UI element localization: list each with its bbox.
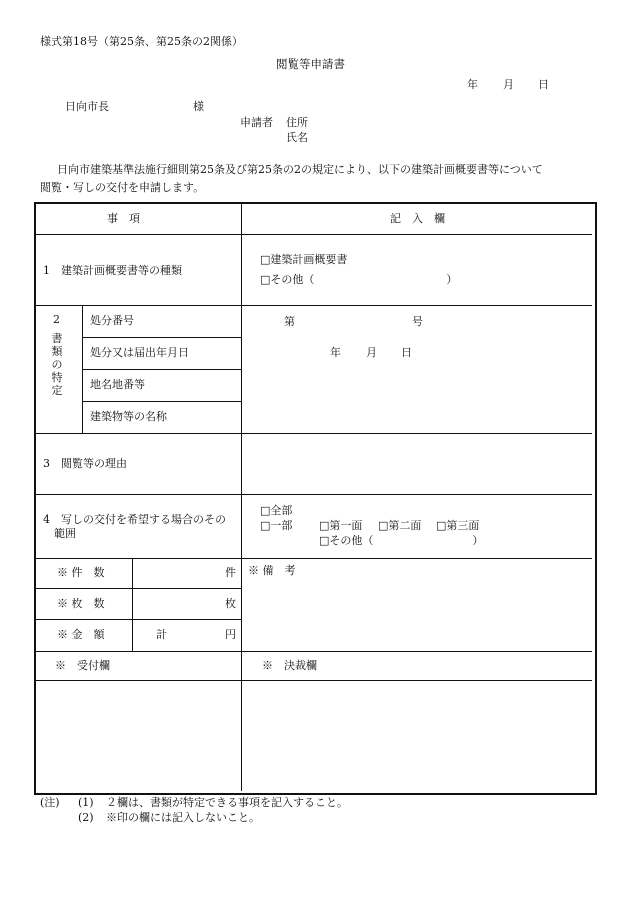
table-line-count (35, 588, 241, 589)
table-line-stamp-header (35, 680, 592, 681)
form-title: 閲覧等申請書 (276, 57, 345, 71)
table-row2-subdivider (82, 305, 83, 433)
table-line-header (35, 234, 592, 235)
applicant-label: 申請者 (240, 116, 273, 129)
table-column-divider-bottom (241, 651, 242, 791)
table-column-divider-top (241, 203, 242, 558)
row2-sub-building-name: 建築物等の名称 (90, 410, 167, 423)
row1-label: 1 建築計画概要書等の種類 (43, 264, 182, 277)
reception-label: ※ 受付欄 (55, 659, 110, 672)
table-line-sub2 (82, 369, 241, 370)
intro-line-2: 閲覧・写しの交付を申請します。 (40, 181, 205, 194)
row2-entry-dai: 第 (284, 315, 295, 328)
table-line-sub3 (82, 401, 241, 402)
form-number: 様式第18号（第25条、第25条の2関係） (40, 35, 243, 48)
addressee-name: 日向市長 (65, 100, 109, 113)
row2-sub-disposition-date: 処分又は届出年月日 (90, 346, 189, 359)
row2-vertical-label: 書類の特定 (51, 332, 63, 397)
date-year-label: 年 (467, 78, 478, 91)
date-month-label: 月 (503, 78, 514, 91)
applicant-name-label: 氏名 (286, 131, 308, 144)
date-day-label: 日 (538, 78, 549, 91)
note1-number: (1) (78, 796, 94, 809)
table-line-sub1 (82, 337, 241, 338)
row2-entry-go: 号 (412, 315, 423, 328)
table-line-row4 (35, 558, 592, 559)
row4-option-other-checkbox[interactable]: □その他（ ） (319, 534, 484, 547)
row2-date-year: 年 (330, 346, 341, 359)
table-line-row2 (35, 433, 592, 434)
row3-label: 3 閲覧等の理由 (43, 457, 127, 470)
row2-sub-disposition-number: 処分番号 (90, 314, 134, 327)
sheets-unit: 枚 (225, 597, 236, 610)
row1-option-other-checkbox[interactable]: □その他（ ） (260, 273, 458, 286)
table-line-amount (35, 651, 592, 652)
row4-option-page1-checkbox[interactable]: □第一面 (319, 519, 363, 532)
applicant-address-label: 住所 (286, 116, 308, 129)
row4-label-line2: 範囲 (54, 527, 76, 540)
header-item-cell: 事 項 (107, 212, 140, 225)
row2-number: 2 (53, 313, 60, 326)
row4-option-part-checkbox[interactable]: □一部 (260, 519, 293, 532)
notes-prefix: (注) (40, 796, 60, 809)
row1-option-summary-checkbox[interactable]: □建築計画概要書 (260, 253, 348, 266)
row4-label-line1: 4 写しの交付を希望する場合のその (43, 513, 226, 526)
sheets-label: ※ 枚 数 (57, 597, 105, 610)
row4-option-all-checkbox[interactable]: □全部 (260, 504, 293, 517)
amount-total-label: 計 (156, 628, 167, 641)
header-entry-cell: 記 入 欄 (390, 212, 445, 225)
count-label: ※ 件 数 (57, 566, 105, 579)
row2-date-month: 月 (366, 346, 377, 359)
table-outer-border (34, 202, 597, 795)
table-line-row3 (35, 494, 592, 495)
row4-option-page2-checkbox[interactable]: □第二面 (378, 519, 422, 532)
table-fee-subdivider (132, 558, 133, 651)
count-unit: 件 (225, 566, 236, 579)
row2-date-day: 日 (401, 346, 412, 359)
note2-number: (2) (78, 811, 94, 824)
table-line-sheets (35, 619, 241, 620)
amount-unit: 円 (225, 628, 236, 641)
decision-label: ※ 決裁欄 (262, 659, 317, 672)
intro-line-1: 日向市建築基準法施行細則第25条及び第25条の2の規定により、以下の建築計画概要書等について (57, 163, 543, 176)
table-column-divider-mid (241, 558, 242, 651)
table-line-row1 (35, 305, 592, 306)
row2-sub-location: 地名地番等 (90, 378, 145, 391)
row4-option-page3-checkbox[interactable]: □第三面 (436, 519, 480, 532)
amount-label: ※ 金 額 (57, 628, 105, 641)
remarks-label: ※ 備 考 (248, 564, 296, 577)
note2-text: ※印の欄には記入しないこと。 (106, 811, 260, 824)
note1-text: ２欄は、書類が特定できる事項を記入すること。 (106, 796, 348, 809)
addressee-honorific: 様 (193, 100, 204, 113)
